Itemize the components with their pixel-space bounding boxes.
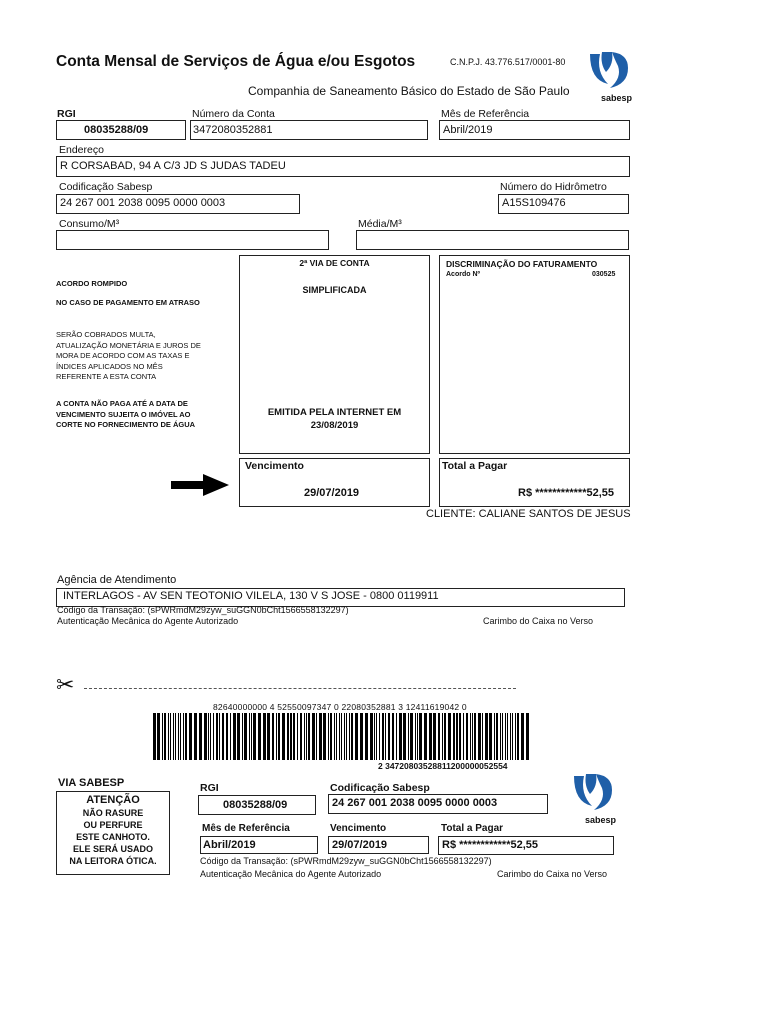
via-label: 2ª VIA DE CONTA: [299, 258, 370, 268]
barcode-bar: [189, 713, 192, 760]
barcode-bar: [339, 713, 340, 760]
barcode-bar: [399, 713, 402, 760]
barcode-bar: [466, 713, 468, 760]
cliente-name: CLIENTE: CALIANE SANTOS DE JESUS: [426, 508, 631, 520]
barcode-bar: [230, 713, 231, 760]
barcode-bar: [417, 713, 418, 760]
barcode-bar: [453, 713, 455, 760]
stub-total-value: R$ ************52,55: [442, 839, 539, 851]
barcode-bar: [323, 713, 326, 760]
barcode-bar: [328, 713, 329, 760]
barcode-bar: [355, 713, 358, 760]
barcode-bar: [472, 713, 473, 760]
total-label: Total a Pagar: [442, 460, 508, 472]
barcode-bar: [360, 713, 363, 760]
stub-codificacao-label: Codificação Sabesp: [330, 782, 430, 794]
hidrometro-value: A15S109476: [502, 197, 566, 209]
barcode: [153, 713, 535, 760]
barcode-bar: [175, 713, 176, 760]
barcode-bar: [385, 713, 386, 760]
barcode-bar: [278, 713, 280, 760]
mes-ref-value: Abril/2019: [443, 124, 493, 136]
barcode-bar: [204, 713, 207, 760]
transacao-code: Código da Transação: (sPWRmdM29zyw_suGGN0bCht1566558132297): [57, 605, 349, 615]
barcode-bar: [410, 713, 413, 760]
cnpj: C.N.P.J. 43.776.517/0001-80: [450, 57, 566, 67]
barcode-bar: [370, 713, 373, 760]
barcode-bar: [330, 713, 332, 760]
barcode-bar: [419, 713, 422, 760]
barcode-bar: [293, 713, 295, 760]
stub-codificacao-value: 24 267 001 2038 0095 0000 0003: [332, 797, 498, 809]
barcode-bar: [263, 713, 266, 760]
media-box: [356, 230, 629, 250]
barcode-bar: [346, 713, 347, 760]
agencia-value: INTERLAGOS - AV SEN TEOTONIO VILELA, 130 V S JOSE - 0800 0119911: [63, 590, 439, 602]
total-value: R$ ************52,55: [518, 487, 615, 499]
corte-notice: [56, 399, 195, 431]
stub-rgi-value: 08035288/09: [223, 799, 288, 811]
atencao-line: NA LEITORA ÓTICA.: [69, 856, 157, 866]
sabesp-logo: [588, 50, 632, 103]
hidrometro-label: Número do Hidrômetro: [500, 181, 607, 193]
barcode-bar: [316, 713, 317, 760]
barcode-bar: [319, 713, 322, 760]
barcode-bar: [463, 713, 464, 760]
barcode-bar: [478, 713, 481, 760]
barcode-bar: [502, 713, 503, 760]
barcode-bar: [424, 713, 427, 760]
barcode-bar: [341, 713, 342, 760]
stub-carimbo-label: Carimbo do Caixa no Verso: [497, 869, 608, 879]
barcode-bar: [194, 713, 197, 760]
barcode-bar: [512, 713, 513, 760]
barcode-bar: [157, 713, 160, 760]
barcode-bar: [251, 713, 252, 760]
barcode-bar: [282, 713, 285, 760]
multa-line: SERÃO COBRADOS MULTA,: [56, 330, 156, 339]
atencao-title: ATENÇÃO: [86, 794, 140, 806]
media-label: Média/M³: [358, 218, 402, 230]
barcode-bar: [272, 713, 274, 760]
barcode-bar: [242, 713, 243, 760]
barcode-bar: [382, 713, 384, 760]
barcode-bar: [351, 713, 353, 760]
barcode-bar: [287, 713, 289, 760]
multa-notice: [56, 330, 201, 383]
barcode-bar: [222, 713, 224, 760]
barcode-bar: [300, 713, 302, 760]
scissors-icon: ✂: [56, 672, 75, 697]
barcode-bar: [173, 713, 174, 760]
vencimento-label: Vencimento: [245, 460, 304, 472]
barcode-bar: [415, 713, 416, 760]
barcode-bar: [500, 713, 501, 760]
barcode-bar: [216, 713, 218, 760]
numero-conta-label: Número da Conta: [192, 108, 275, 120]
barcode-bar: [208, 713, 209, 760]
sabesp-logo: [572, 772, 616, 824]
barcode-bar: [485, 713, 488, 760]
stub-rgi-label: RGI: [200, 782, 219, 794]
sabesp-logo-text: sabesp: [600, 93, 632, 103]
barcode-bar: [290, 713, 292, 760]
barcode-bar: [349, 713, 350, 760]
corte-line: VENCIMENTO SUJEITA O IMÓVEL AO: [56, 409, 191, 419]
barcode-bar: [442, 713, 443, 760]
barcode-bar: [244, 713, 247, 760]
barcode-bar: [183, 713, 184, 760]
barcode-bar: [474, 713, 476, 760]
stub-autenticacao-label: Autenticação Mecânica do Agente Autorizado: [200, 869, 382, 879]
multa-line: REFERENTE A ESTA CONTA: [56, 372, 157, 381]
barcode-bar: [233, 713, 236, 760]
stub-mes-label: Mês de Referência: [202, 823, 290, 834]
barcode-bottom-digits: 2 34720803528811200000052554: [378, 761, 508, 771]
barcode-bar: [496, 713, 498, 760]
endereco-label: Endereço: [59, 144, 104, 156]
barcode-bar: [334, 713, 335, 760]
multa-line: MORA DE ACORDO COM AS TAXAS E: [56, 351, 190, 360]
barcode-bar: [444, 713, 446, 760]
barcode-bar: [365, 713, 368, 760]
barcode-bar: [344, 713, 345, 760]
atraso-notice: NO CASO DE PAGAMENTO EM ATRASO: [56, 298, 200, 307]
stub-venc-label: Vencimento: [330, 823, 387, 834]
stub-transacao-code: Código da Transação: (sPWRmdM29zyw_suGGN0bCht1566558132297): [200, 856, 492, 866]
barcode-bar: [162, 713, 163, 760]
carimbo-label: Carimbo do Caixa no Verso: [483, 616, 594, 626]
barcode-bar: [164, 713, 166, 760]
atencao-line: ELE SERÁ USADO: [72, 844, 153, 854]
barcode-bar: [507, 713, 508, 760]
barcode-bar: [219, 713, 220, 760]
barcode-bar: [276, 713, 277, 760]
barcode-bar: [515, 713, 516, 760]
barcode-top-digits: 82640000000 4 52550097347 0 22080352881 3 12411619042 0: [213, 702, 467, 712]
barcode-bar: [226, 713, 228, 760]
barcode-bar: [396, 713, 397, 760]
atencao-line: NÃO RASURE: [82, 808, 144, 818]
stub-total-label: Total a Pagar: [441, 823, 504, 834]
codificacao-value: 24 267 001 2038 0095 0000 0003: [60, 197, 226, 209]
faturamento-box: [439, 255, 630, 454]
barcode-bar: [312, 713, 315, 760]
multa-line: ÍNDICES APLICADOS NO MÊS: [56, 361, 163, 371]
barcode-bar: [438, 713, 440, 760]
barcode-bar: [297, 713, 298, 760]
via-sabesp-label: VIA SABESP: [58, 777, 125, 789]
corte-line: A CONTA NÃO PAGA ATÉ A DATA DE: [56, 399, 188, 408]
barcode-bar: [403, 713, 406, 760]
acordo-label: Acordo Nº: [446, 271, 481, 278]
barcode-bar: [153, 713, 156, 760]
emitida-line2: 23/08/2019: [310, 420, 359, 431]
barcode-bar: [199, 713, 202, 760]
autenticacao-label: Autenticação Mecânica do Agente Autorizado: [57, 616, 239, 626]
acordo-number: 030525: [592, 271, 616, 278]
rgi-label: RGI: [57, 108, 76, 120]
barcode-bar: [304, 713, 305, 760]
barcode-bar: [517, 713, 519, 760]
barcode-bar: [505, 713, 506, 760]
barcode-bar: [267, 713, 270, 760]
atencao-text: [56, 807, 170, 867]
barcode-bar: [253, 713, 256, 760]
barcode-bar: [470, 713, 471, 760]
codificacao-label: Codificação Sabesp: [59, 181, 153, 193]
barcode-bar: [180, 713, 181, 760]
barcode-bar: [388, 713, 390, 760]
atencao-line: ESTE CANHOTO.: [76, 832, 150, 842]
barcode-bar: [521, 713, 524, 760]
barcode-bar: [178, 713, 179, 760]
cut-line: [84, 688, 516, 689]
barcode-bar: [429, 713, 432, 760]
barcode-bar: [237, 713, 240, 760]
barcode-bar: [392, 713, 394, 760]
rgi-value: 08035288/09: [84, 124, 149, 136]
atencao-line: OU PERFURE: [83, 820, 143, 830]
barcode-bar: [459, 713, 461, 760]
barcode-bar: [494, 713, 495, 760]
acordo-rompido: ACORDO ROMPIDO: [56, 279, 128, 288]
emitida-line1: EMITIDA PELA INTERNET EM: [267, 407, 402, 418]
company-name: Companhia de Saneamento Básico do Estado de São Paulo: [248, 84, 570, 98]
barcode-bar: [379, 713, 380, 760]
barcode-bar: [308, 713, 310, 760]
barcode-bar: [510, 713, 511, 760]
barcode-bar: [448, 713, 451, 760]
stub-venc-value: 29/07/2019: [332, 839, 388, 851]
simplificada-label: SIMPLIFICADA: [302, 285, 367, 295]
arrow-right-icon: [171, 474, 229, 501]
barcode-bar: [489, 713, 492, 760]
barcode-bar: [336, 713, 337, 760]
faturamento-title: DISCRIMINAÇÃO DO FATURAMENTO: [446, 259, 598, 269]
barcode-bar: [526, 713, 529, 760]
barcode-bar: [168, 713, 169, 760]
barcode-bar: [456, 713, 458, 760]
vencimento-value: 29/07/2019: [304, 487, 360, 499]
barcode-bar: [306, 713, 307, 760]
barcode-bar: [376, 713, 377, 760]
barcode-bar: [210, 713, 211, 760]
mes-ref-label: Mês de Referência: [441, 108, 530, 120]
corte-line: CORTE NO FORNECIMENTO DE ÁGUA: [56, 420, 196, 429]
barcode-bar: [482, 713, 483, 760]
multa-line: ATUALIZAÇÃO MONETÁRIA E JUROS DE: [56, 340, 201, 350]
barcode-bar: [374, 713, 375, 760]
barcode-bar: [408, 713, 409, 760]
barcode-bar: [213, 713, 214, 760]
stub-mes-value: Abril/2019: [203, 839, 256, 851]
barcode-bar: [170, 713, 171, 760]
agencia-label: Agência de Atendimento: [57, 574, 177, 586]
document-title: Conta Mensal de Serviços de Água e/ou Esgotos: [56, 53, 416, 70]
numero-conta-value: 3472080352881: [193, 124, 273, 136]
endereco-value: R CORSABAD, 94 A C/3 JD S JUDAS TADEU: [60, 160, 286, 172]
consumo-label: Consumo/M³: [59, 218, 120, 230]
sabesp-logo-text: sabesp: [584, 815, 616, 825]
barcode-bar: [258, 713, 261, 760]
barcode-bar: [185, 713, 187, 760]
barcode-bar: [249, 713, 250, 760]
barcode-bar: [433, 713, 436, 760]
consumo-box: [56, 230, 329, 250]
